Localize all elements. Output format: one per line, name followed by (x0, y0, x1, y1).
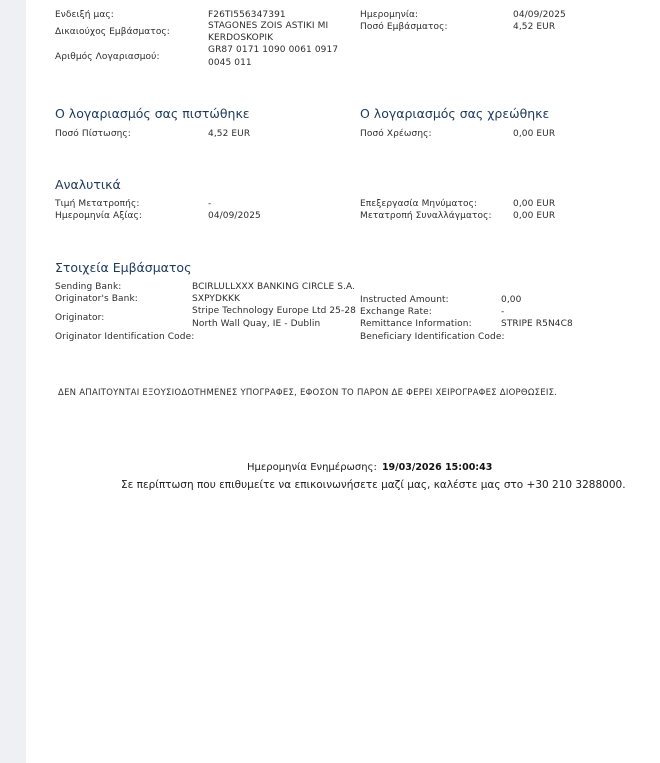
originator-label: Originator: (55, 313, 105, 323)
remittance-info-label: Remittance Information: (360, 319, 472, 329)
beneficiary-value-line2: KERDOSKOPIK (208, 33, 274, 43)
instructed-amount-value: 0,00 (501, 295, 522, 305)
beneficiary-label: Δικαιούχος Εμβάσματος: (55, 27, 170, 37)
reference-label: Ενδειξή μας: (55, 10, 114, 20)
message-processing-label: Επεξεργασία Μηνύματος: (360, 199, 478, 209)
date-value: 04/09/2025 (513, 10, 566, 20)
debit-amount-label: Ποσό Χρέωσης: (360, 129, 432, 139)
date-label: Ημερομηνία: (360, 10, 419, 20)
document-page (26, 0, 660, 763)
sending-bank-label: Sending Bank: (55, 282, 122, 292)
signature-notice: ΔΕΝ ΑΠΑΙΤΟΥΝΤΑΙ ΕΞΟΥΣΙΟΔΟΤΗΜΕΝΕΣ ΥΠΟΓΡΑΦΕΣ, ΕΦΟΣΟΝ ΤΟ ΠΑΡΟΝ ΔΕ ΦΕΡΕΙ ΧΕΙΡΟΓΡΑΦΕΣ ΔΙΟΡΘΩΣΕΙΣ. (58, 388, 558, 398)
fx-conversion-label: Μετατροπή Συναλλάγματος: (360, 211, 492, 221)
remittance-info-value: STRIPE R5N4C8 (501, 319, 573, 329)
reference-value: F26TI556347391 (208, 10, 286, 20)
contact-text: Σε περίπτωση που επιθυμείτε να επικοινωνήσετε μαζί μας, καλέστε μας στο +30 210 3288000. (121, 479, 626, 491)
originator-value-line1: Stripe Technology Europe Ltd 25-28 (192, 306, 357, 316)
originator-bank-value: SXPYDKKK (192, 294, 241, 304)
remittance-amount-value: 4,52 EUR (513, 22, 556, 32)
debit-amount-value: 0,00 EUR (513, 129, 556, 139)
account-number-line2: 0045 011 (208, 58, 252, 68)
update-date-label: Ημερομηνία Ενημέρωσης: (247, 462, 377, 473)
exchange-rate-value: - (501, 307, 505, 317)
update-date-value: 19/03/2026 15:00:43 (381, 462, 493, 473)
analytics-section-title: Αναλυτικά (55, 177, 121, 192)
credited-section-title: Ο λογαριασμός σας πιστώθηκε (55, 106, 250, 121)
conversion-rate-label: Τιμή Μετατροπής: (55, 199, 140, 209)
instructed-amount-label: Instructed Amount: (360, 295, 449, 305)
value-date-value: 04/09/2025 (208, 211, 261, 221)
debited-section-title: Ο λογαριασμός σας χρεώθηκε (360, 106, 550, 121)
account-number-label: Αριθμός Λογαριασμού: (55, 52, 160, 62)
account-number-line1: GR87 0171 1090 0061 0917 (208, 45, 339, 55)
beneficiary-value-line1: STAGONES ZOIS ASTIKI MI (208, 21, 329, 31)
update-row (247, 455, 492, 474)
credit-amount-label: Ποσό Πίστωσης: (55, 129, 131, 139)
fx-conversion-value: 0,00 EUR (513, 211, 556, 221)
remittance-section-title: Στοιχεία Εμβάσματος (55, 260, 192, 275)
conversion-rate-value: - (208, 199, 212, 209)
originator-value-line2: North Wall Quay, IE - Dublin (192, 319, 321, 329)
sending-bank-value: BCIRLULLXXX BANKING CIRCLE S.A. (192, 282, 356, 292)
message-processing-value: 0,00 EUR (513, 199, 556, 209)
originator-bank-label: Originator's Bank: (55, 294, 138, 304)
originator-id-code-label: Originator Identification Code: (55, 332, 195, 342)
exchange-rate-label: Exchange Rate: (360, 307, 432, 317)
remittance-amount-label: Ποσό Εμβάσματος: (360, 22, 448, 32)
credit-amount-value: 4,52 EUR (208, 129, 251, 139)
beneficiary-id-code-label: Beneficiary Identification Code: (360, 332, 505, 342)
value-date-label: Ημερομηνία Αξίας: (55, 211, 143, 221)
